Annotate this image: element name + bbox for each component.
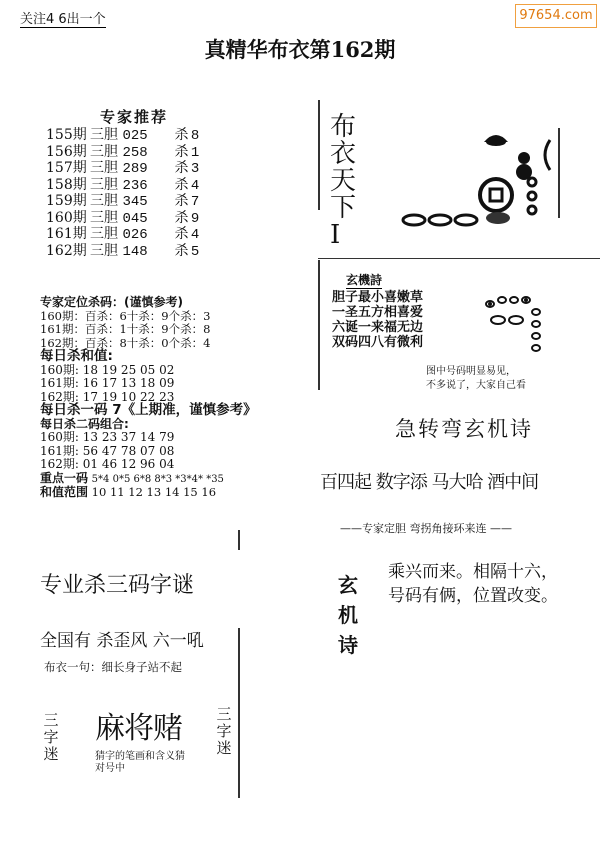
xuanji-poem — [332, 290, 423, 350]
statistics-block — [40, 296, 257, 500]
right-column-divider — [318, 260, 320, 390]
riddle-line: 号码有俩，位置改变。 — [388, 586, 558, 606]
image-note — [426, 365, 526, 393]
dan-label: 三胆 — [90, 160, 118, 176]
riddle-line: 乘兴而来。相隔十六， — [388, 562, 558, 582]
kill-label: 杀 — [174, 176, 189, 193]
left-column-divider — [238, 530, 240, 550]
two-code-row: 161期: 56 47 78 07 08 — [40, 443, 175, 458]
right-column-divider — [318, 100, 320, 210]
kill-digit: 9 — [190, 210, 200, 227]
focus-code-value: 5*4 0*5 6*8 8*3 *3*4* *35 — [91, 473, 224, 485]
sum-kill-row: 161期: 16 17 13 18 09 — [40, 376, 175, 390]
kill-label: 杀 — [174, 209, 189, 226]
recommendation-row — [46, 145, 199, 162]
gourd-icon — [516, 152, 532, 180]
kill-digit: 1 — [190, 144, 200, 161]
dan-digits: 148 — [122, 243, 148, 260]
page-title: 真精华布衣第162期 — [204, 37, 396, 62]
kill-label: 杀 — [174, 242, 189, 259]
sum-kill-title: 每日杀和值: — [40, 348, 113, 364]
kill-digit: 5 — [190, 243, 200, 260]
buyi-tianxia-vertical: 布衣天下Ⅰ — [330, 112, 357, 250]
kill-digit: 4 — [190, 227, 200, 243]
sum-range-row — [40, 486, 257, 500]
dan-digits: 045 — [122, 210, 148, 227]
dan-digits: 289 — [122, 161, 148, 177]
filled-coin — [486, 212, 510, 224]
big-phrase-note: 猜字的笔画和含义猜对号中 — [95, 751, 185, 774]
poem-line: 双码四八有微利 — [332, 335, 424, 350]
top-note: 关注4 6出一个 — [20, 8, 106, 28]
kill-position-row: 160期：百杀：6十杀：9个杀：3 — [40, 308, 211, 323]
puzzle-line: 全国有 杀歪风 六一吼 — [40, 631, 204, 651]
period: 159期 — [46, 193, 87, 209]
sum-range-value: 10 11 12 13 14 15 16 — [91, 485, 217, 499]
period: 155期 — [46, 127, 87, 143]
coin-slots-picture — [400, 120, 570, 240]
number-slots-picture — [476, 290, 556, 360]
focus-code-row — [40, 472, 257, 487]
kill-position-row: 161期：百杀：1十杀：9个杀：8 — [40, 322, 211, 336]
buyi-line: 布衣一句：细长身子站不起 — [44, 660, 182, 674]
focus-code-label: 重点一码 — [40, 470, 89, 485]
dan-digits: 258 — [122, 144, 148, 161]
coin-icon — [480, 179, 512, 211]
dan-digits: 345 — [122, 194, 148, 210]
recommendation-row — [46, 244, 199, 261]
recommendation-row — [46, 211, 199, 228]
recommendation-row — [46, 194, 199, 211]
sanzi-left-label: 三字迷 — [43, 711, 59, 763]
sanzi-right-label: 三字迷 — [216, 705, 232, 757]
dan-label: 三胆 — [90, 193, 118, 209]
two-code-row: 160期: 13 23 37 14 79 — [40, 430, 175, 444]
gold-ingot-icon — [484, 135, 508, 146]
slot-row — [403, 215, 477, 225]
one-code-title: 每日杀一码 7《上期准，谨慎参考》 — [40, 402, 257, 418]
recommendation-row — [46, 227, 199, 244]
jizhuan-title: 急转弯玄机诗 — [395, 417, 533, 441]
curve-mark — [545, 140, 550, 170]
two-code-title: 每日杀二码组合: — [40, 416, 129, 431]
kill-digit: 8 — [190, 128, 200, 144]
site-watermark: 97654.com — [515, 4, 597, 28]
riddle — [388, 560, 558, 608]
big-phrase: 麻将赌 — [95, 711, 182, 746]
dan-label: 三胆 — [90, 242, 118, 259]
kill-digit: 4 — [190, 177, 200, 194]
dan-digits: 025 — [122, 128, 148, 144]
sum-kill-row: 160期: 18 19 25 05 02 — [40, 362, 175, 377]
dan-label: 三胆 — [90, 176, 118, 193]
kill-label: 杀 — [174, 143, 189, 160]
kill-position-title: 专家定位杀码：(谨慎参考) — [40, 295, 183, 309]
poem-line: 一圣五方相喜爱 — [332, 305, 424, 320]
divider-line — [318, 258, 600, 259]
kill-digit: 7 — [190, 194, 200, 210]
recommendation-row — [46, 128, 199, 145]
dan-digits: 026 — [122, 227, 148, 243]
poem-line: 六诞一来福无边 — [332, 320, 424, 335]
expert-dan-line: ——专家定胆 弯拐角接环来连 —— — [340, 522, 512, 535]
period: 161期 — [46, 226, 87, 242]
expert-recommend-title: 专家推荐 — [100, 108, 169, 126]
period: 162期 — [46, 242, 87, 259]
poem-line: 胆子最小喜嫩草 — [332, 290, 424, 305]
dan-label: 三胆 — [90, 226, 118, 242]
kill-label: 杀 — [174, 160, 189, 176]
period: 157期 — [46, 160, 87, 176]
image-note-line: 不多说了，大家自己看 — [426, 380, 526, 391]
period: 156期 — [46, 143, 87, 160]
kill-label: 杀 — [174, 193, 189, 209]
dan-label: 三胆 — [90, 127, 118, 143]
left-column-divider — [238, 628, 240, 798]
period: 160期 — [46, 209, 87, 226]
dan-label: 三胆 — [90, 209, 118, 226]
puzzle-title: 专业杀三码字谜 — [40, 573, 195, 598]
sum-range-label: 和值范围 — [40, 485, 89, 499]
slot-column — [528, 178, 536, 214]
recommendation-row — [46, 161, 199, 178]
kill-position-row: 162期：百杀：8十杀：0个杀：4 — [40, 335, 211, 350]
kill-label: 杀 — [174, 127, 189, 143]
kill-digit: 3 — [190, 161, 200, 177]
kill-label: 杀 — [174, 226, 189, 242]
period: 158期 — [46, 176, 87, 193]
dan-label: 三胆 — [90, 143, 118, 160]
xuanji-poem-title: 玄機詩 — [346, 273, 383, 287]
dan-digits: 236 — [122, 177, 148, 194]
recommendation-row — [46, 178, 199, 195]
image-note-line: 图中号码明显易见， — [426, 366, 516, 377]
sum-kill-row: 162期: 17 19 10 22 23 — [40, 389, 175, 404]
two-code-row: 162期: 01 46 12 96 04 — [40, 457, 175, 471]
recommendation-list — [46, 128, 199, 260]
quiz-line: 百四起 数字添 马大哈 酒中间 — [320, 472, 539, 493]
xuanjishi-vertical: 玄机诗 — [338, 573, 358, 657]
